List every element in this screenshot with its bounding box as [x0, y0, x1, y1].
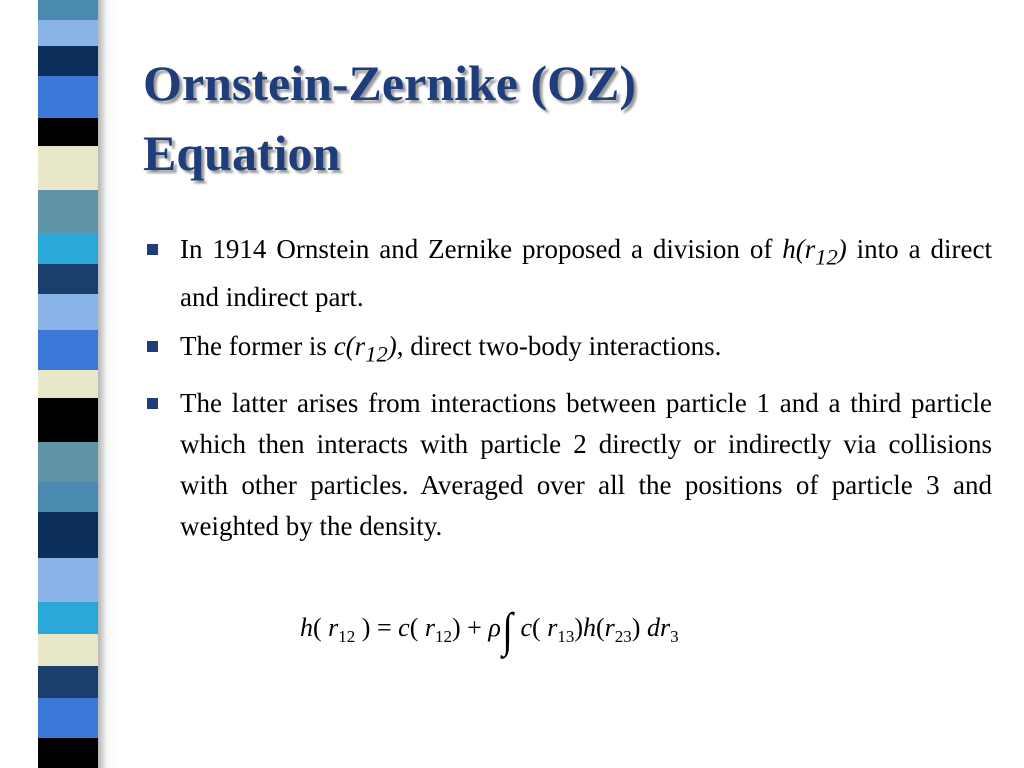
bullet-text: The former is: [180, 331, 334, 362]
stripe-band: [38, 602, 98, 634]
stripe-band: [38, 294, 98, 330]
square-bullet-icon: [147, 341, 158, 352]
bullet-text: In 1914 Ornstein and Zernike proposed a division of: [180, 234, 783, 264]
slide-title-line1: Ornstein-Zernike (OZ): [143, 55, 637, 111]
stripe-band: [38, 634, 98, 666]
bullet-item: [147, 383, 992, 547]
stripe-band: [38, 738, 98, 768]
integral-symbol: ∫: [502, 604, 513, 657]
stripe-band: [38, 20, 98, 46]
stripe-band: [38, 146, 98, 190]
bullet-text: into a direct and indirect part.: [180, 234, 992, 313]
stripe-band: [38, 398, 98, 442]
stripe-band: [38, 0, 98, 20]
stripe-band: [38, 190, 98, 234]
stripe-band: [38, 46, 98, 76]
stripe-band: [38, 118, 98, 146]
stripe-band: [38, 666, 98, 698]
stripe-band: [38, 234, 98, 264]
stripe-band: [38, 76, 98, 118]
math-h-r12: $h(r_{12})$: [782, 234, 847, 270]
math-c-r12: $c(r_{12})$: [333, 331, 397, 367]
stripe-band: [38, 330, 98, 370]
stripe-band: [38, 442, 98, 482]
slide-title-line2: Equation: [143, 125, 341, 181]
bullet-text: , direct two-body interactions.: [396, 331, 722, 362]
bullet-text: The latter arises from interactions between particle 1 and a third particle which then interacts with particle 2 directly or indirectly via collisions with other particles. Averaged over all the positions of particle 3 and weighted by the density.: [180, 387, 992, 541]
bullet-item: [147, 229, 992, 318]
stripe-band: [38, 558, 98, 602]
oz-equation: h( $r_{12}$ ) = c( $r_{12}) + \rho\int$ c( $r_{13})h(r_{23})$ $dr_3$: [300, 604, 679, 657]
stripe-band: [38, 264, 98, 294]
stripe-bar-shadow: [98, 0, 116, 768]
slide-title: [143, 48, 1003, 188]
square-bullet-icon: [147, 244, 158, 255]
decorative-stripe-bar: [38, 0, 98, 768]
stripe-band: [38, 370, 98, 398]
bullet-list: [147, 229, 992, 555]
stripe-band: [38, 482, 98, 512]
square-bullet-icon: [147, 398, 158, 409]
bullet-item: [147, 326, 992, 374]
stripe-band: [38, 512, 98, 558]
stripe-band: [38, 698, 98, 738]
